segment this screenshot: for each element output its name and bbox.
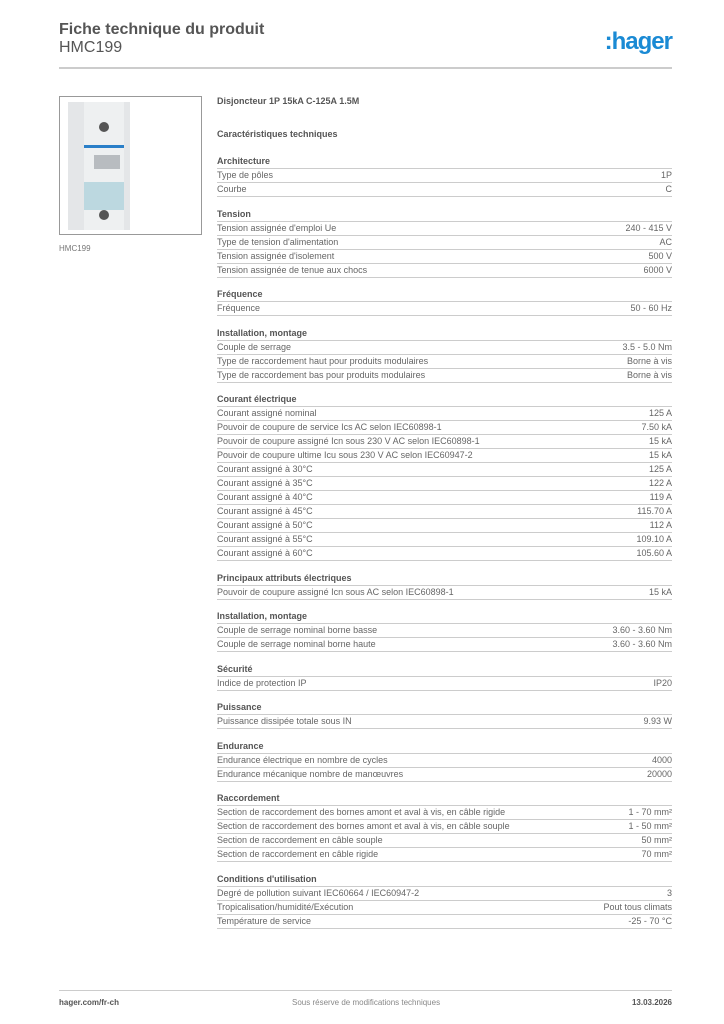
spec-label: Tropicalisation/humidité/Exécution — [217, 901, 354, 912]
section-title: Fréquence — [217, 288, 672, 302]
spec-label: Type de tension d'alimentation — [217, 236, 339, 247]
spec-value: 3.60 - 3.60 Nm — [612, 639, 672, 649]
spec-section — [217, 792, 672, 862]
header-divider — [59, 67, 672, 69]
spec-row — [217, 183, 672, 197]
spec-row — [217, 491, 672, 505]
spec-value: 122 A — [648, 478, 672, 488]
spec-label: Courant assigné à 45°C — [217, 506, 313, 516]
hager-logo: :hager — [604, 28, 672, 55]
spec-section — [217, 572, 672, 600]
spec-value: 240 - 415 V — [625, 222, 672, 233]
spec-row — [217, 449, 672, 463]
spec-label: Courant assigné à 30°C — [217, 464, 313, 474]
spec-row — [217, 302, 672, 316]
spec-value: 9.93 W — [643, 716, 672, 726]
spec-value: 1 - 50 mm² — [628, 821, 672, 831]
spec-value: C — [665, 184, 672, 194]
spec-row — [217, 250, 672, 264]
spec-label: Pouvoir de coupure assigné Icn sous 230 V AC selon IEC60898-1 — [217, 436, 480, 446]
spec-value: 112 A — [649, 520, 672, 530]
section-title: Courant électrique — [217, 393, 672, 407]
section-title: Raccordement — [217, 792, 672, 806]
spec-value: 115.70 A — [637, 506, 672, 516]
spec-section — [217, 701, 672, 729]
section-title: Architecture — [217, 155, 672, 169]
spec-row — [217, 533, 672, 547]
spec-label: Type de raccordement haut pour produits modulaires — [217, 355, 429, 366]
spec-label: Puissance dissipée totale sous IN — [217, 716, 352, 726]
spec-value: Borne à vis — [626, 355, 672, 366]
spec-row — [217, 463, 672, 477]
spec-label: Courant assigné à 40°C — [217, 492, 313, 502]
spec-section — [217, 663, 672, 691]
spec-row — [217, 820, 672, 834]
spec-label: Couple de serrage nominal borne haute — [217, 639, 376, 649]
spec-row — [217, 806, 672, 820]
section-title: Installation, montage — [217, 327, 672, 341]
spec-section — [217, 208, 672, 278]
spec-label: Tension assignée d'isolement — [217, 250, 335, 261]
spec-label: Section de raccordement en câble rigide — [217, 849, 379, 859]
section-title: Installation, montage — [217, 610, 672, 624]
spec-row — [217, 624, 672, 638]
spec-label: Endurance mécanique nombre de manœuvres — [217, 768, 404, 779]
spec-row — [217, 848, 672, 862]
spec-row — [217, 421, 672, 435]
footer-date: 13.03.2026 — [631, 998, 672, 1007]
spec-row — [217, 754, 672, 768]
image-caption: HMC199 — [59, 244, 91, 253]
spec-label: Couple de serrage nominal borne basse — [217, 625, 378, 635]
spec-value: 119 A — [649, 492, 672, 502]
spec-row — [217, 887, 672, 901]
section-title: Sécurité — [217, 663, 672, 677]
spec-value: 105.60 A — [636, 548, 672, 558]
spec-row — [217, 169, 672, 183]
spec-label: Fréquence — [217, 303, 261, 313]
spec-value: 15 kA — [648, 586, 672, 597]
spec-label: Température de service — [217, 915, 312, 926]
spec-label: Tension assignée de tenue aux chocs — [217, 264, 368, 275]
spec-label: Section de raccordement des bornes amont et aval à vis, en câble rigide — [217, 807, 506, 817]
spec-row — [217, 638, 672, 652]
spec-label: Degré de pollution suivant IEC60664 / IEC60947-2 — [217, 887, 420, 898]
spec-section — [217, 393, 672, 561]
spec-row — [217, 477, 672, 491]
spec-label: Indice de protection IP — [217, 677, 307, 688]
section-title: Tension — [217, 208, 672, 222]
spec-value: 3.5 - 5.0 Nm — [622, 341, 672, 352]
spec-value: 1P — [660, 170, 672, 180]
spec-label: Courant assigné à 50°C — [217, 520, 313, 530]
spec-label: Type de raccordement bas pour produits modulaires — [217, 369, 426, 380]
spec-row — [217, 519, 672, 533]
spec-row — [217, 222, 672, 236]
spec-value: AC — [659, 236, 672, 247]
spec-value: 1 - 70 mm² — [628, 807, 672, 817]
spec-row — [217, 505, 672, 519]
spec-value: -25 - 70 °C — [628, 915, 672, 926]
spec-label: Pouvoir de coupure de service Ics AC selon IEC60898-1 — [217, 422, 442, 432]
spec-row — [217, 768, 672, 782]
spec-label: Endurance électrique en nombre de cycles — [217, 754, 388, 765]
spec-value: 125 A — [648, 408, 672, 418]
spec-row — [217, 915, 672, 929]
spec-row — [217, 236, 672, 250]
spec-label: Couple de serrage — [217, 341, 292, 352]
product-name: Disjoncteur 1P 15kA C-125A 1.5M — [217, 96, 360, 106]
spec-section — [217, 288, 672, 316]
footer-website[interactable]: hager.com/fr-ch — [59, 998, 120, 1007]
spec-label: Type de pôles — [217, 170, 274, 180]
page-title: Fiche technique du produit — [59, 21, 265, 38]
spec-value: 20000 — [646, 768, 672, 779]
spec-label: Courant assigné nominal — [217, 408, 317, 418]
spec-value: 3 — [666, 887, 672, 898]
spec-row — [217, 264, 672, 278]
spec-label: Pouvoir de coupure ultime Icu sous 230 V AC selon IEC60947-2 — [217, 450, 473, 460]
spec-row — [217, 341, 672, 355]
specs-title: Caractéristiques techniques — [217, 129, 338, 139]
spec-value: 7.50 kA — [641, 422, 672, 432]
spec-value: IP20 — [653, 677, 672, 688]
spec-row — [217, 715, 672, 729]
spec-row — [217, 407, 672, 421]
spec-label: Section de raccordement en câble souple — [217, 835, 383, 845]
spec-section — [217, 873, 672, 929]
specs-table — [217, 155, 672, 939]
spec-section — [217, 155, 672, 197]
spec-value: 15 kA — [648, 450, 672, 460]
spec-value: 4000 — [651, 754, 672, 765]
product-image — [59, 96, 202, 235]
spec-value: 500 V — [648, 250, 672, 261]
spec-row — [217, 901, 672, 915]
spec-label: Section de raccordement des bornes amont et aval à vis, en câble souple — [217, 821, 510, 831]
section-title: Puissance — [217, 701, 672, 715]
spec-label: Tension assignée d'emploi Ue — [217, 222, 337, 233]
spec-label: Courant assigné à 60°C — [217, 548, 313, 558]
spec-label: Courant assigné à 35°C — [217, 478, 313, 488]
footer-note: Sous réserve de modifications techniques — [292, 998, 441, 1007]
product-code: HMC199 — [59, 39, 123, 56]
spec-section — [217, 610, 672, 652]
spec-value: 15 kA — [648, 436, 672, 446]
spec-value: 3.60 - 3.60 Nm — [612, 625, 672, 635]
section-title: Principaux attributs électriques — [217, 572, 672, 586]
spec-label: Courant assigné à 55°C — [217, 534, 313, 544]
spec-section — [217, 740, 672, 782]
spec-label: Courbe — [217, 184, 247, 194]
spec-section — [217, 327, 672, 383]
spec-row — [217, 355, 672, 369]
spec-value: 125 A — [648, 464, 672, 474]
spec-row — [217, 547, 672, 561]
spec-value: 70 mm² — [641, 849, 672, 859]
spec-value: 50 - 60 Hz — [630, 303, 672, 313]
spec-row — [217, 834, 672, 848]
footer-divider — [59, 990, 672, 991]
spec-value: 109.10 A — [636, 534, 672, 544]
spec-row — [217, 586, 672, 600]
spec-label: Pouvoir de coupure assigné Icn sous AC selon IEC60898-1 — [217, 586, 454, 597]
section-title: Conditions d'utilisation — [217, 873, 672, 887]
section-title: Endurance — [217, 740, 672, 754]
spec-row — [217, 369, 672, 383]
spec-value: 6000 V — [643, 264, 672, 275]
spec-value: Borne à vis — [626, 369, 672, 380]
spec-value: 50 mm² — [641, 835, 672, 845]
spec-row — [217, 677, 672, 691]
spec-row — [217, 435, 672, 449]
spec-value: Pout tous climats — [603, 901, 672, 912]
